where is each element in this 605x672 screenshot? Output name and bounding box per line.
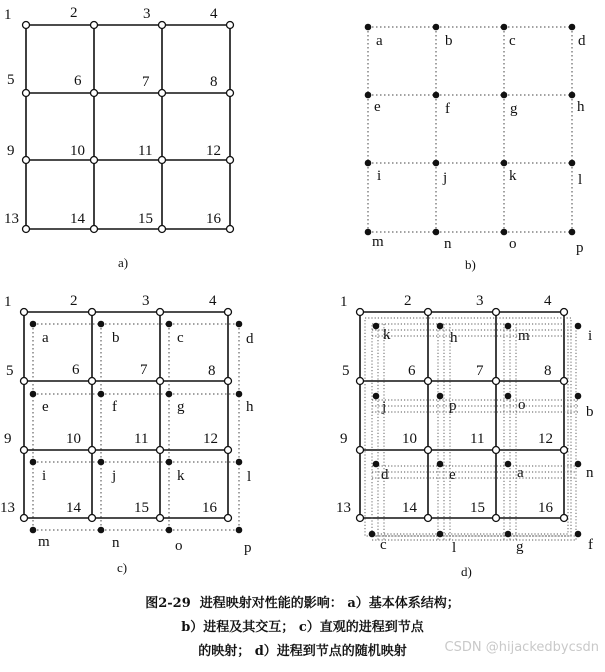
process-label: j — [382, 399, 387, 415]
node-label: 2 — [70, 5, 78, 21]
process-label: l — [578, 172, 583, 188]
process-label: b — [586, 404, 594, 420]
node-label: 13 — [336, 500, 351, 516]
panel-caption: c) — [117, 560, 128, 575]
process-label: h — [577, 99, 585, 115]
node-label: 15 — [134, 500, 149, 516]
node-label: 9 — [4, 431, 12, 447]
panel-caption: d) — [461, 564, 472, 579]
process-dots — [365, 24, 576, 236]
process-label: p — [244, 540, 252, 556]
process-label: d — [578, 33, 586, 49]
process-label: e — [42, 399, 49, 415]
process-label: a — [42, 330, 49, 346]
node-label: 3 — [143, 6, 151, 22]
process-label: k — [509, 168, 517, 184]
process-label: o — [518, 397, 526, 413]
process-label: n — [112, 535, 120, 551]
node-label: 8 — [544, 363, 552, 379]
node-label: 2 — [404, 293, 412, 309]
process-label: l — [452, 540, 457, 556]
process-label: m — [372, 234, 384, 250]
node-label: 4 — [209, 293, 217, 309]
process-label: a — [517, 465, 524, 481]
panel-a — [4, 5, 234, 270]
node-label: 7 — [140, 362, 148, 378]
panel-c — [0, 293, 254, 575]
node-label: 14 — [402, 500, 417, 516]
node-label: 13 — [0, 500, 15, 516]
process-label: c — [509, 33, 516, 49]
grid-lines — [24, 312, 228, 518]
node-label: 4 — [210, 6, 218, 22]
process-label: o — [509, 236, 517, 252]
process-label: d — [246, 331, 254, 347]
process-label: n — [444, 236, 452, 252]
process-label: i — [377, 168, 382, 184]
node-label: 13 — [4, 211, 19, 227]
node-label: 12 — [206, 143, 221, 159]
process-label: f — [588, 537, 593, 553]
node-label: 2 — [70, 293, 78, 309]
process-label: b — [112, 330, 120, 346]
process-label: n — [586, 465, 594, 481]
process-label: m — [38, 534, 50, 550]
node-label: 5 — [342, 363, 350, 379]
node-label: 12 — [203, 431, 218, 447]
process-label: k — [383, 327, 391, 343]
process-label: c — [380, 537, 387, 553]
node-label: 5 — [7, 72, 15, 88]
node-label: 14 — [70, 211, 85, 227]
process-label: m — [518, 328, 530, 344]
process-label: d — [381, 467, 389, 483]
process-label: o — [175, 538, 183, 554]
process-label: a — [376, 33, 383, 49]
node-label: 3 — [476, 293, 484, 309]
node-label: 1 — [340, 294, 348, 310]
process-label: c — [177, 330, 184, 346]
node-label: 6 — [72, 362, 80, 378]
node-label: 5 — [6, 363, 14, 379]
grid-lines — [26, 25, 230, 229]
process-label: b — [445, 33, 453, 49]
node-label: 16 — [202, 500, 217, 516]
process-label: e — [449, 467, 456, 483]
node-label: 1 — [4, 294, 12, 310]
process-label: p — [449, 398, 457, 414]
process-label: g — [516, 539, 524, 555]
node-label: 7 — [476, 363, 484, 379]
node-label: 15 — [470, 500, 485, 516]
node-label: 7 — [142, 74, 150, 90]
process-labels — [372, 33, 586, 256]
node-label: 3 — [142, 293, 150, 309]
node-label: 10 — [66, 431, 81, 447]
process-label: k — [177, 468, 185, 484]
process-label: e — [374, 99, 381, 115]
process-label: j — [443, 170, 448, 186]
caption-line: 图2-29 进程映射对性能的影响： a）基本体系结构； — [145, 596, 460, 611]
caption-line: 的映射； d）进程到节点的随机映射 — [198, 644, 407, 659]
node-labels — [4, 5, 222, 227]
node-label: 4 — [544, 293, 552, 309]
caption-line: b）进程及其交互； c）直观的进程到节点 — [181, 620, 424, 635]
node-label: 11 — [138, 143, 153, 159]
process-label: h — [450, 330, 458, 346]
process-label: f — [112, 399, 117, 415]
grid-lines — [360, 312, 564, 518]
node-label: 8 — [210, 74, 218, 90]
node-label: 11 — [134, 431, 149, 447]
process-label: f — [445, 101, 450, 117]
node-label: 10 — [70, 143, 85, 159]
node-circles — [23, 22, 234, 233]
node-label: 12 — [538, 431, 553, 447]
node-label: 9 — [340, 431, 348, 447]
process-label: p — [576, 240, 584, 256]
process-label: g — [510, 101, 518, 117]
process-label: i — [588, 328, 593, 344]
node-circles — [21, 309, 232, 522]
panel-d — [336, 293, 594, 579]
watermark: CSDN @hijackedbycsdn — [444, 640, 599, 655]
process-label: l — [247, 469, 252, 485]
process-label: j — [112, 468, 117, 484]
node-label: 11 — [470, 431, 485, 447]
node-label: 16 — [538, 500, 553, 516]
panel-b — [365, 24, 586, 272]
node-label: 16 — [206, 211, 221, 227]
panel-caption: b) — [465, 257, 476, 272]
node-label: 15 — [138, 211, 153, 227]
panel-caption: a) — [118, 255, 129, 270]
node-label: 14 — [66, 500, 81, 516]
process-label: i — [42, 468, 47, 484]
node-label: 10 — [402, 431, 417, 447]
node-label: 1 — [4, 7, 12, 23]
node-label: 9 — [7, 143, 15, 159]
interaction-lines — [368, 27, 572, 232]
node-label: 6 — [408, 363, 416, 379]
node-label: 6 — [74, 73, 82, 89]
process-label: g — [177, 399, 185, 415]
node-label: 8 — [208, 363, 216, 379]
process-label: h — [246, 399, 254, 415]
